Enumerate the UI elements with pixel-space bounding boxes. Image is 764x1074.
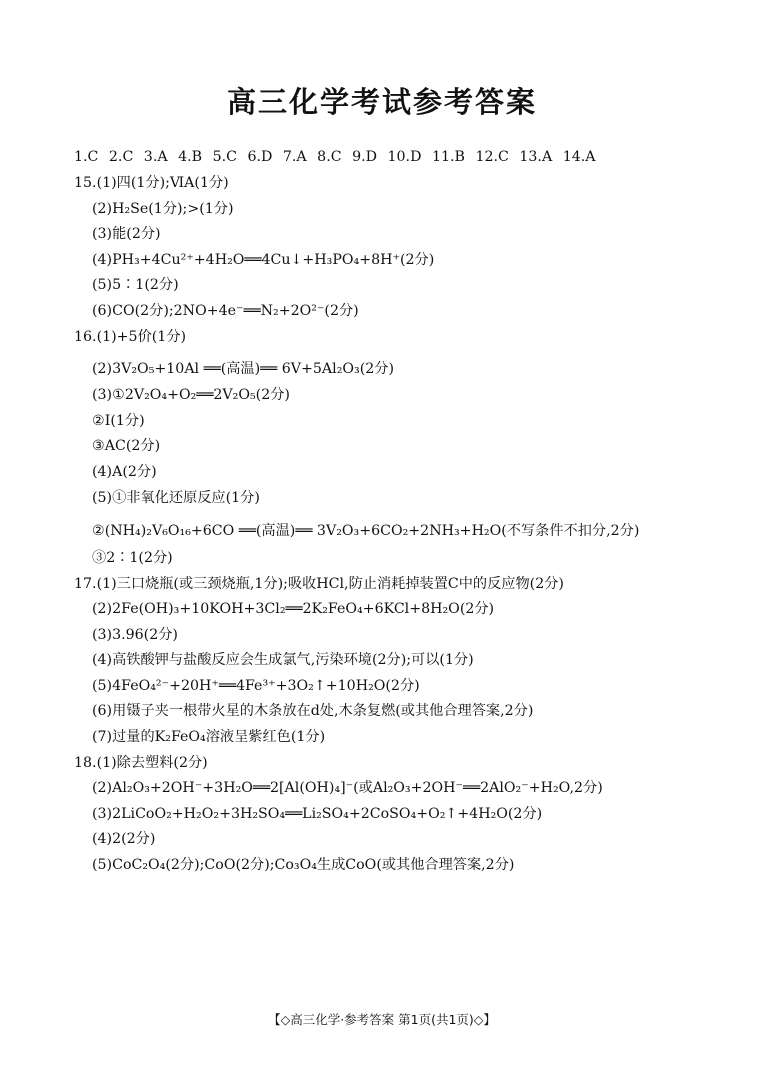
q16-line-5: ③AC(2分): [92, 438, 161, 454]
q17-line-7: (7)过量的K₂FeO₄溶液呈紫红色(1分): [92, 729, 326, 745]
q16-line-2: (2)3V₂O₅+10Al ══(高温)══ 6V+5Al₂O₃(2分): [92, 361, 394, 377]
q17-line-6: (6)用镊子夹一根带火星的木条放在d处,木条复燃(或其他合理答案,2分): [92, 703, 534, 719]
q15-line-3: (3)能(2分): [92, 226, 161, 242]
q17-line-3: (3)3.96(2分): [92, 627, 178, 643]
q17-line-4: (4)高铁酸钾与盐酸反应会生成氯气,污染环境(2分);可以(1分): [92, 652, 474, 668]
q15-line-1: 15.(1)四(1分);ⅥA(1分): [74, 175, 229, 191]
q17-line-1: 17.(1)三口烧瓶(或三颈烧瓶,1分);吸收HCl,防止消耗掉装置C中的反应物(2分): [74, 576, 564, 592]
q15-line-2: (2)H₂Se(1分);>(1分): [92, 201, 234, 217]
page-title: 高三化学考试参考答案: [226, 85, 537, 119]
q17-line-5: (5)4FeO₄²⁻+20H⁺══4Fe³⁺+3O₂↑+10H₂O(2分): [92, 678, 420, 694]
q15-line-4: (4)PH₃+4Cu²⁺+4H₂O══4Cu↓+H₃PO₄+8H⁺(2分): [92, 252, 435, 268]
q16-line-4: ②Ⅰ(1分): [92, 413, 145, 429]
q16-line-6: (4)A(2分): [92, 464, 157, 480]
q16-line-9: ③2∶1(2分): [92, 550, 173, 566]
q17-line-2: (2)2Fe(OH)₃+10KOH+3Cl₂══2K₂FeO₄+6KCl+8H₂O(2分): [92, 601, 495, 617]
q16-line-8: ②(NH₄)₂V₆O₁₆+6CO ══(高温)══ 3V₂O₃+6CO₂+2NH₃+H₂O(不写条件不扣分,2分): [92, 523, 640, 539]
q18-line-5: (5)CoC₂O₄(2分);CoO(2分);Co₃O₄生成CoO(或其他合理答案,2分): [92, 857, 515, 873]
q18-line-1: 18.(1)除去塑料(2分): [74, 755, 208, 771]
page-footer: 【◇高三化学·参考答案 第1页(共1页)◇】: [268, 1012, 496, 1027]
q16-line-7: (5)①非氧化还原反应(1分): [92, 490, 260, 506]
q15-line-6: (6)CO(2分);2NO+4e⁻══N₂+2O²⁻(2分): [92, 303, 359, 319]
q16-line-3: (3)①2V₂O₄+O₂══2V₂O₅(2分): [92, 387, 290, 403]
q18-line-3: (3)2LiCoO₂+H₂O₂+3H₂SO₄══Li₂SO₄+2CoSO₄+O₂↑+4H₂O(2分): [92, 806, 543, 822]
q18-line-4: (4)2(2分): [92, 831, 156, 847]
q16-line-1: 16.(1)+5价(1分): [74, 329, 187, 345]
q18-line-2: (2)Al₂O₃+2OH⁻+3H₂O══2[Al(OH)₄]⁻(或Al₂O₃+2OH⁻══2AlO₂⁻+H₂O,2分): [92, 780, 603, 796]
q15-line-5: (5)5∶1(2分): [92, 277, 179, 293]
multiple-choice-answers: 1.C 2.C 3.A 4.B 5.C 6.D 7.A 8.C 9.D 10.D 11.B 12.C 13.A 14.A: [74, 149, 596, 165]
